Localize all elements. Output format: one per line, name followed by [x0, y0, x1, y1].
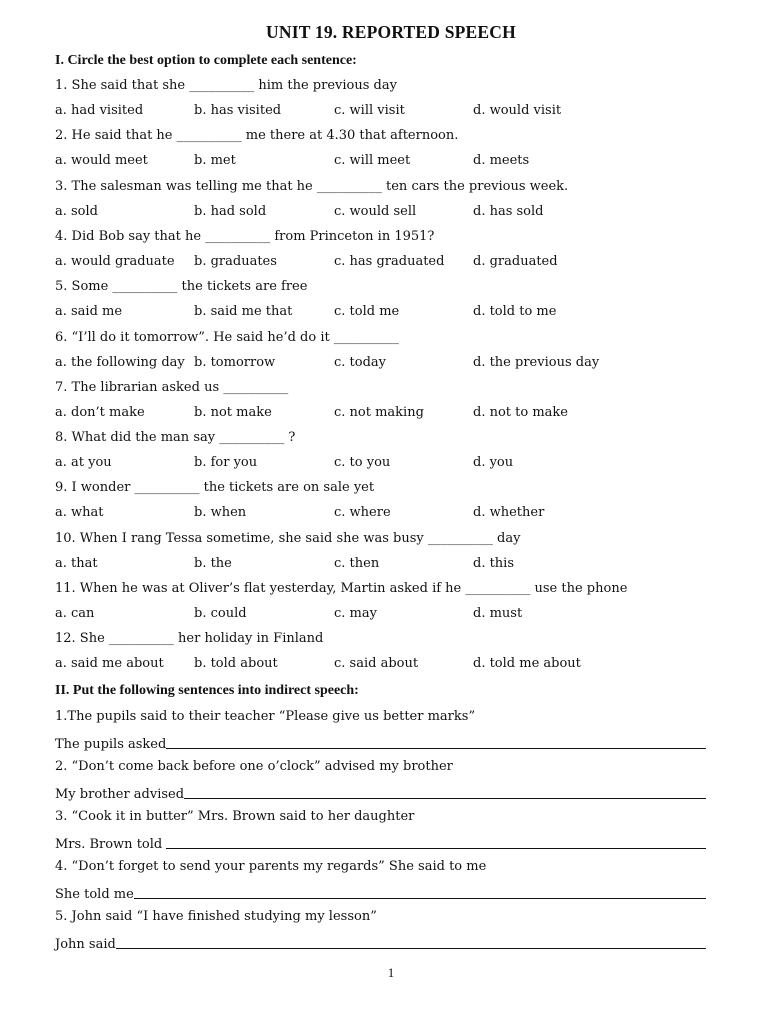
option-c[interactable]: c. will meet — [334, 153, 411, 169]
question-text: 1. She said that she __________ him the previous day — [55, 78, 397, 93]
question-text: 9. I wonder __________ the tickets are on sale yet — [55, 480, 375, 496]
direct-speech-sentence: 2. “Don’t come back before one o’clock” advised my brother — [55, 759, 453, 774]
option-c[interactable]: c. today — [334, 354, 387, 370]
option-c[interactable]: c. would sell — [334, 203, 417, 219]
answer-options — [55, 204, 755, 224]
question-text: 7. The librarian asked us __________ — [55, 379, 289, 395]
option-d[interactable]: d. would visit — [473, 103, 562, 118]
option-c[interactable]: c. to you — [334, 455, 391, 471]
option-a[interactable]: a. would graduate — [55, 253, 175, 269]
option-c[interactable]: c. told me — [334, 304, 400, 320]
answer-line[interactable] — [55, 784, 706, 802]
option-d[interactable]: d. the previous day — [473, 354, 600, 370]
direct-speech-sentence: 1.The pupils said to their teacher “Please give us better marks” — [55, 709, 476, 724]
option-d[interactable]: d. this — [473, 555, 515, 571]
answer-options — [55, 455, 755, 475]
option-b[interactable]: b. has visited — [194, 103, 282, 118]
answer-options — [55, 505, 755, 525]
page-number: 1 — [387, 965, 395, 980]
answer-line[interactable] — [55, 734, 706, 752]
option-a[interactable]: a. can — [55, 606, 95, 621]
question-text: 4. Did Bob say that he __________ from Princeton in 1951? — [55, 228, 435, 244]
answer-line[interactable] — [55, 884, 706, 902]
option-d[interactable]: d. must — [473, 606, 523, 621]
option-b[interactable]: b. had sold — [194, 203, 267, 219]
option-a[interactable]: a. had visited — [55, 103, 144, 118]
option-b[interactable]: b. when — [194, 505, 247, 521]
answer-options — [55, 606, 755, 626]
option-a[interactable]: a. said me — [55, 304, 123, 320]
answer-options — [55, 103, 755, 123]
answer-options — [55, 405, 755, 425]
option-b[interactable]: b. graduates — [194, 253, 277, 269]
answer-options — [55, 254, 755, 274]
question-text: 11. When he was at Oliver’s flat yesterday, Martin asked if he __________ use the phone — [55, 581, 628, 596]
section-2-heading: II. Put the following sentences into indirect speech: — [55, 683, 359, 698]
option-b[interactable]: b. told about — [194, 656, 278, 672]
option-d[interactable]: d. told me about — [473, 656, 581, 672]
direct-speech-sentence: 3. “Cook it in butter” Mrs. Brown said to her daughter — [55, 809, 415, 824]
option-b[interactable]: b. could — [194, 606, 247, 621]
option-c[interactable]: c. not making — [334, 404, 424, 420]
answer-label: Mrs. Brown told — [55, 837, 167, 852]
direct-speech-sentence: 5. John said “I have finished studying my lesson” — [55, 909, 377, 924]
question-text: 6. “I’ll do it tomorrow”. He said he’d do it __________ — [55, 329, 399, 345]
question-text: 5. Some __________ the tickets are free — [55, 279, 308, 295]
answer-options — [55, 153, 755, 173]
page-title: UNIT 19. REPORTED SPEECH — [266, 22, 516, 42]
blank-underline[interactable] — [166, 747, 706, 749]
answer-label: She told me — [55, 887, 134, 902]
answer-options — [55, 304, 755, 324]
blank-underline[interactable] — [116, 947, 706, 949]
option-c[interactable]: c. will visit — [334, 103, 405, 118]
answer-options — [55, 355, 755, 375]
option-d[interactable]: d. graduated — [473, 253, 558, 269]
option-a[interactable]: a. don’t make — [55, 404, 145, 420]
blank-underline[interactable] — [166, 847, 706, 849]
option-b[interactable]: b. for you — [194, 455, 258, 471]
answer-options — [55, 556, 755, 576]
answer-line[interactable] — [55, 834, 706, 852]
option-b[interactable]: b. not make — [194, 404, 272, 420]
option-d[interactable]: d. you — [473, 455, 514, 471]
question-text: 8. What did the man say __________ ? — [55, 430, 296, 446]
option-c[interactable]: c. then — [334, 555, 380, 571]
option-b[interactable]: b. said me that — [194, 304, 293, 320]
option-d[interactable]: d. told to me — [473, 304, 557, 320]
option-a[interactable]: a. that — [55, 555, 98, 571]
option-c[interactable]: c. may — [334, 606, 377, 621]
answer-label: The pupils asked — [55, 737, 167, 752]
option-d[interactable]: d. not to make — [473, 404, 568, 420]
blank-underline[interactable] — [134, 897, 706, 899]
option-d[interactable]: d. meets — [473, 153, 530, 169]
answer-line[interactable] — [55, 934, 706, 952]
option-c[interactable]: c. where — [334, 505, 391, 521]
option-a[interactable]: a. sold — [55, 203, 98, 219]
option-a[interactable]: a. at you — [55, 455, 112, 471]
blank-underline[interactable] — [184, 797, 706, 799]
direct-speech-sentence: 4. “Don’t forget to send your parents my regards” She said to me — [55, 859, 487, 874]
question-text: 2. He said that he __________ me there at 4.30 that afternoon. — [55, 128, 459, 144]
question-text: 12. She __________ her holiday in Finland — [55, 631, 324, 647]
option-b[interactable]: b. met — [194, 153, 236, 169]
answer-options — [55, 656, 755, 676]
option-c[interactable]: c. said about — [334, 656, 419, 672]
option-b[interactable]: b. the — [194, 555, 232, 571]
question-text: 10. When I rang Tessa sometime, she said she was busy __________ day — [55, 530, 521, 546]
section-1-heading: I. Circle the best option to complete each sentence: — [55, 53, 357, 68]
option-c[interactable]: c. has graduated — [334, 253, 445, 269]
answer-label: My brother advised — [55, 787, 185, 802]
option-d[interactable]: d. has sold — [473, 203, 544, 219]
option-a[interactable]: a. the following day — [55, 354, 185, 370]
answer-label: John said — [55, 937, 116, 952]
question-text: 3. The salesman was telling me that he __________ ten cars the previous week. — [55, 178, 569, 194]
option-b[interactable]: b. tomorrow — [194, 354, 276, 370]
option-a[interactable]: a. would meet — [55, 153, 148, 169]
option-d[interactable]: d. whether — [473, 505, 545, 521]
option-a[interactable]: a. said me about — [55, 656, 164, 672]
option-a[interactable]: a. what — [55, 505, 104, 521]
